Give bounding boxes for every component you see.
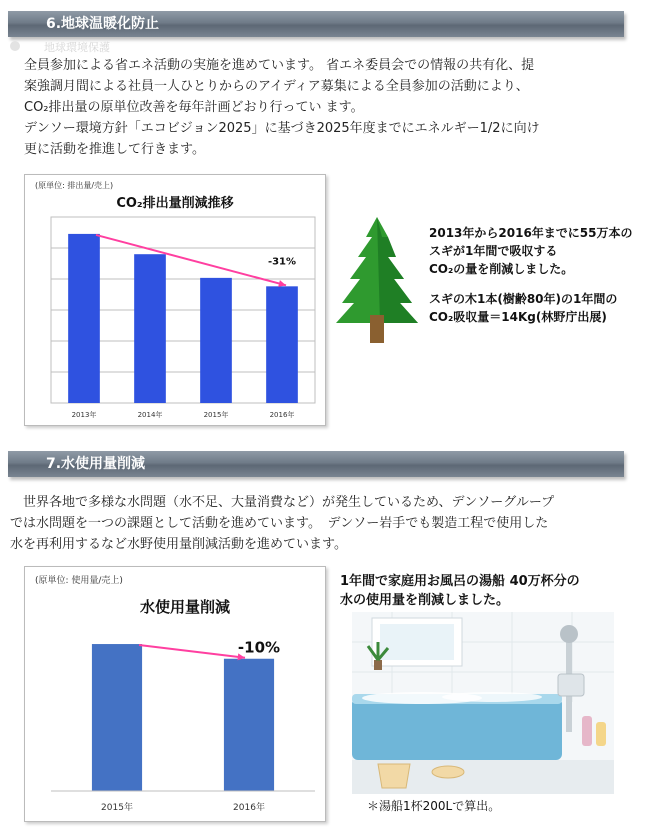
note-line: スギの木1本(樹齢80年)の1年間の (429, 292, 618, 306)
chart-trend-arrow (96, 235, 286, 285)
chart-category-label: 2014年 (137, 411, 163, 419)
chart-category-label: 2013年 (71, 411, 97, 419)
water-chart (24, 566, 326, 822)
chart-title: CO₂排出量削減推移 (116, 196, 234, 211)
chart-trend-arrow (139, 645, 245, 658)
co2-reduction-note (429, 224, 633, 326)
co2-chart (24, 174, 326, 426)
water-footnote: ＊湯船1杯200Lで算出。 (367, 799, 501, 813)
note-spacer (429, 278, 633, 290)
section6-paragraph (24, 55, 540, 160)
note-line: 水の使用量を削減しました。 (340, 593, 510, 608)
chart-category-label: 2016年 (269, 411, 295, 419)
section7-paragraph (10, 492, 554, 555)
chart-bar (200, 278, 232, 403)
note-line: CO₂吸収量＝14Kg(林野庁出展) (429, 310, 607, 324)
ghost-text: 地球環境保護 (44, 41, 110, 54)
section-header-global-warming (8, 11, 624, 37)
water-reduction-note (340, 572, 580, 610)
paragraph-line: 案強調月間による社員一人ひとりからのアイディア募集による全員参加の活動により、 (24, 79, 529, 94)
paragraph-line: 更に活動を推進して行きます。 (24, 142, 205, 157)
chart-unit-label: (原単位: 使用量/売上) (35, 576, 123, 586)
chart-bar (224, 659, 274, 791)
chart-category-label: 2015年 (101, 803, 133, 813)
note-line: CO₂の量を削減しました。 (429, 262, 574, 276)
chart-bar (68, 234, 100, 403)
section-title: 6.地球温暖化防止 (46, 16, 160, 32)
cedar-tree-icon (330, 215, 425, 345)
chart-bar (266, 286, 298, 403)
paragraph-line: 全員参加による省エネ活動の実施を進めています。 省エネ委員会での情報の共有化、提 (24, 58, 535, 73)
chart-category-label: 2016年 (233, 803, 265, 813)
section-title: 7.水使用量削減 (46, 456, 146, 472)
note-line: 2013年から2016年までに55万本の (429, 226, 633, 240)
paragraph-line: では水問題を一つの課題として活動を進めています。 デンソー岩手でも製造工程で使用した (10, 516, 549, 531)
paragraph-line: CO₂排出量の原単位改善を毎年計画どおり行ってい ます。 (24, 100, 364, 115)
chart-annotation: -31% (267, 256, 297, 268)
chart-annotation: -10% (237, 638, 281, 657)
paragraph-line: 水を再利用するなど水野使用量削減活動を進めています。 (10, 537, 347, 552)
bathtub-illustration-icon (352, 612, 614, 794)
chart-bar (92, 644, 142, 791)
note-line: 1年間で家庭用お風呂の湯船 40万杯分の (340, 574, 580, 589)
note-line: スギが1年間で吸収する (429, 244, 558, 258)
chart-title: 水使用量削減 (139, 598, 231, 616)
chart-category-label: 2015年 (203, 411, 229, 419)
section-header-water-reduction (8, 451, 624, 477)
chart-bar (134, 254, 166, 403)
co2-chart-svg (25, 175, 325, 425)
paragraph-line: 世界各地で多様な水問題（水不足、大量消費など）が発生しているため、デンソーグループ (10, 495, 555, 510)
chart-unit-label: (原単位: 排出量/売上) (35, 181, 114, 190)
water-chart-svg (25, 567, 325, 821)
paragraph-line: デンソー環境方針「エコビジョン2025」に基づき2025年度までにエネルギー1/2に向け (24, 121, 540, 136)
ghost-bullet (10, 41, 20, 51)
